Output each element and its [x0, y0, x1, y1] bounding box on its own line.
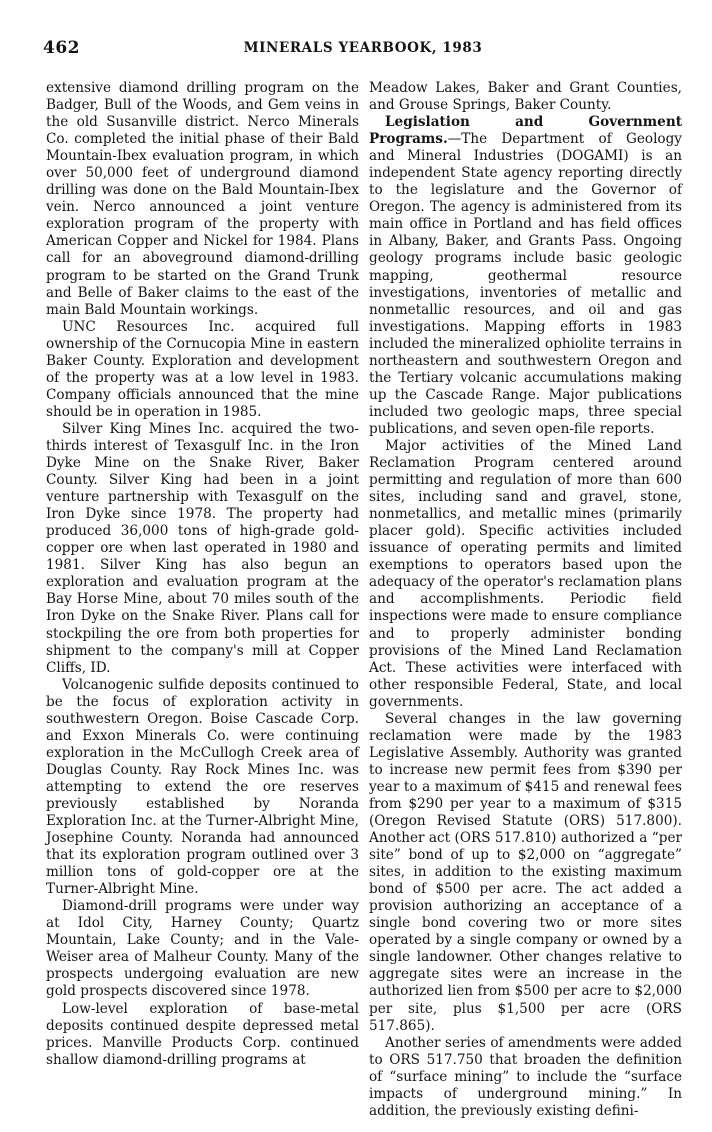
paragraph-with-heading [369, 114, 682, 438]
paragraph: Another series of amendments were added to ORS 517.750 that broaden the definition of “surface mining” to include the “surface impacts of underground mining.” In addition, the previously existing defini- [369, 1034, 682, 1119]
right-column [369, 80, 682, 1120]
left-column [46, 80, 359, 1069]
paragraph: Several changes in the law governing reclamation were made by the 1983 Legislative Assembly. Authority was granted to increase new permit fees from $390 per year to a maximum of $415 and renewal fees from $290 per year to a maximum of $315 (Oregon Revised Statute (ORS) 517.800). Another act (ORS 517.810) authorized a “per site” bond of up to $2,000 on “aggregate” sites, in addition to the existing maximum bond of $500 per acre. The act added a provision authorizing an acceptance of a single bond covering two or more sites operated by a single company or owned by a single landowner. Other changes relative to aggregate sites were an increase in the authorized lien from $500 per acre to $2,000 per site, plus $1,500 per acre (ORS 517.865). [369, 710, 682, 1034]
paragraph: Silver King Mines Inc. acquired the two-thirds interest of Texasgulf Inc. in the Iron Dyke Mine on the Snake River, Baker County. Silver King had been in a joint venture partnership with Texasgulf on the Iron Dyke since 1978. The property had produced 36,000 tons of high-grade gold-copper ore when last operated in 1980 and 1981. Silver King has also begun an exploration and evaluation program at the Bay Horse Mine, about 70 miles south of the Iron Dyke on the Snake River. Plans call for stockpiling the ore from both properties for shipment to the company's mill at Copper Cliffs, ID. [46, 420, 359, 676]
paragraph-text: —The Department of Geology and Mineral Industries (DOGAMI) is an independent State agency reporting directly to the legislature and the Governor of Oregon. The agency is administered from its main office in Portland and has field offices in Albany, Baker, and Grants Pass. Ongoing geology programs include basic geologic mapping, geothermal resource investigations, inventories of metallic and nonmetallic resources, and oil and gas investigations. Mapping efforts in 1983 included the mineralized ophiolite terrains in northeastern and southwestern Oregon and the Tertiary volcanic accumulations making up the Cascade Range. Major publications included two geologic maps, three special publications, and seven open-file reports. [369, 131, 682, 437]
paragraph: extensive diamond drilling program on the Badger, Bull of the Woods, and Gem veins in the old Susanville district. Nerco Minerals Co. completed the initial phase of their Bald Mountain-Ibex evaluation program, in which over 50,000 feet of underground diamond drilling was done on the Bald Mountain-Ibex vein. Nerco announced a joint venture exploration program of the property with American Copper and Nickel for 1984. Plans call for an aboveground diamond-drilling program to be started on the Grand Trunk and Belle of Baker claims to the east of the main Bald Mountain workings. [46, 80, 359, 318]
paragraph: Low-level exploration of base-metal deposits continued despite depressed metal prices. Manville Products Corp. continued shallow diamond-drilling programs at [46, 1000, 359, 1068]
paragraph: Meadow Lakes, Baker and Grant Counties, and Grouse Springs, Baker County. [369, 80, 682, 114]
paragraph: Volcanogenic sulfide deposits continued to be the focus of exploration activity in southwestern Oregon. Boise Cascade Corp. and Exxon Minerals Co. were continuing exploration in the McCullogh Creek area of Douglas County. Ray Rock Mines Inc. was attempting to extend the ore reserves previously established by Noranda Exploration Inc. at the Turner-Albright Mine, Josephine County. Noranda had announced that its exploration program outlined over 3 million tons of gold-copper ore at the Turner-Albright Mine. [46, 676, 359, 898]
paragraph: Major activities of the Mined Land Reclamation Program centered around permitting and regulation of more than 600 sites, including sand and gravel, stone, nonmetallics, and metallic mines (primarily placer gold). Specific activities included issuance of operating permits and limited exemptions to operators based upon the adequacy of the operator's reclamation plans and accomplishments. Periodic field inspections were made to ensure compliance and to properly administer bonding provisions of the Mined Land Reclamation Act. These activities were interfaced with other responsible Federal, State, and local governments. [369, 437, 682, 710]
running-title: MINERALS YEARBOOK, 1983 [243, 40, 483, 56]
page-header [43, 38, 683, 62]
paragraph: Diamond-drill programs were under way at Idol City, Harney County; Quartz Mountain, Lake County; and in the Vale-Weiser area of Malheur County. Many of the prospects undergoing evaluation are new gold prospects discovered since 1978. [46, 898, 359, 1000]
paragraph: UNC Resources Inc. acquired full ownership of the Cornucopia Mine in eastern Baker County. Exploration and development of the property was at a low level in 1983. Company officials announced that the mine should be in operation in 1985. [46, 318, 359, 420]
page-number: 462 [43, 38, 80, 58]
section-heading: Legislation and Government Programs. [369, 114, 682, 148]
